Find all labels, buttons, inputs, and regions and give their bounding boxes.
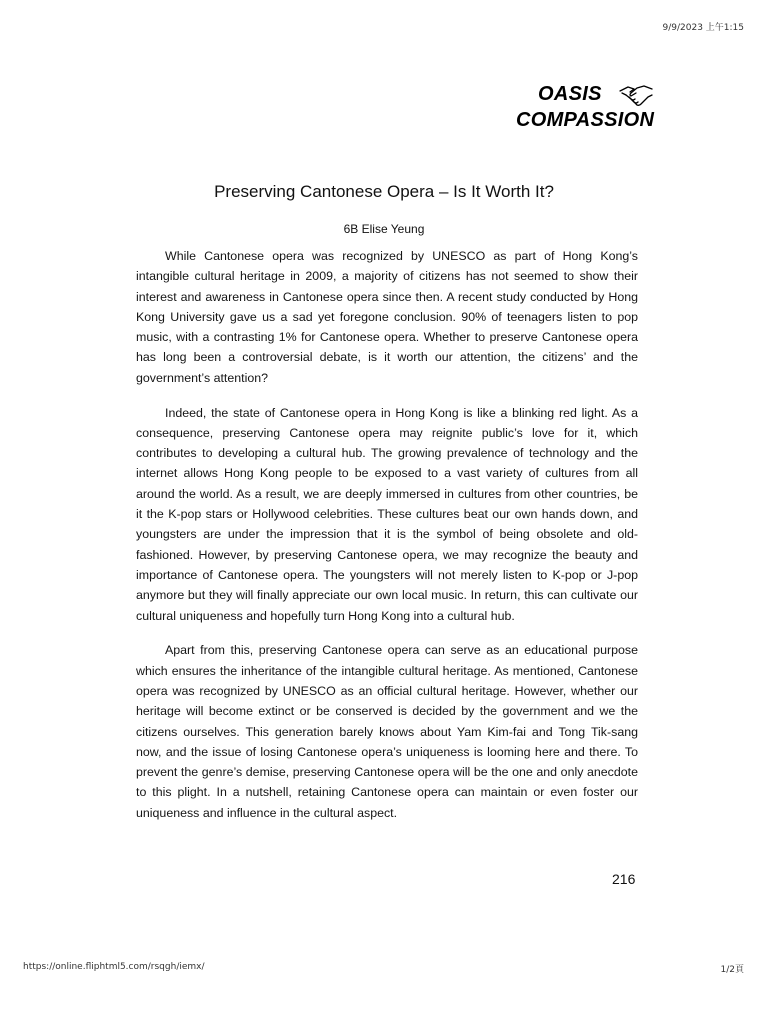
paragraph: Indeed, the state of Cantonese opera in Hong Kong is like a blinking red light. As a consequence, preserving Cantonese opera may reignite public’s love for it, which contributes to developing a cultural hub. The growing prevalence of technology and the internet allows Hong Kong people to be exposed to a vast variety of cultures from all around the world. As a result, we are deeply immersed in cultures from other countries, be it the K-pop stars or Hollywood celebrities. These cultures beat our own hands down, and youngsters are under the impression that it is the symbol of being obsolete and old-fashioned. However, by preserving Cantonese opera, we may recognize the beauty and importance of Cantonese opera. The youngsters will not merely listen to K-pop or J-pop anymore but they will finally appreciate our own local music. In return, this can cultivate our cultural uniqueness and hopefully turn Hong Kong into a cultural hub. bbox=[136, 405, 638, 623]
handshake-icon bbox=[618, 79, 654, 109]
print-footer-url: https://online.fliphtml5.com/rsqgh/iemx/ bbox=[23, 962, 205, 972]
logo-text-line1: OASIS bbox=[538, 83, 602, 105]
logo bbox=[516, 83, 676, 139]
article-body bbox=[136, 246, 638, 838]
print-timestamp: 9/9/2023 上午1:15 bbox=[662, 23, 744, 33]
article-author: 6B Elise Yeung bbox=[343, 222, 425, 236]
page-number: 216 bbox=[612, 871, 636, 887]
print-footer-page-count: 1/2頁 bbox=[720, 965, 744, 975]
logo-text-line2: COMPASSION bbox=[516, 109, 655, 131]
paragraph: Apart from this, preserving Cantonese opera can serve as an educational purpose which ensures the inheritance of the intangible cultural heritage. As mentioned, Cantonese opera was recognized by UNESCO as an official cultural heritage. However, whether our heritage will become extinct or be conserved is decided by the government and we the citizens ourselves. This generation barely knows about Yam Kim-fai and Tong Tik-sang now, and the issue of losing Cantonese opera’s uniqueness is looming here and there. To prevent the genre’s demise, preserving Cantonese opera will be the one and only anecdote to this plight. In a nutshell, retaining Cantonese opera can maintain or even foster our uniqueness and influence in the cultural aspect. bbox=[136, 643, 638, 820]
paragraph: While Cantonese opera was recognized by UNESCO as part of Hong Kong’s intangible cultural heritage in 2009, a majority of citizens has not seemed to show their interest and awareness in Cantonese opera since then. A recent study conducted by Hong Kong University gave us a sad yet foregone conclusion. 90% of teenagers listen to pop music, with a contrasting 1% for Cantonese opera. Whether to preserve Cantonese opera has long been a controversial debate, is it worth our attention, the citizens’ and the government’s attention? bbox=[136, 249, 638, 385]
article-title: Preserving Cantonese Opera – Is It Worth It? bbox=[214, 182, 554, 201]
